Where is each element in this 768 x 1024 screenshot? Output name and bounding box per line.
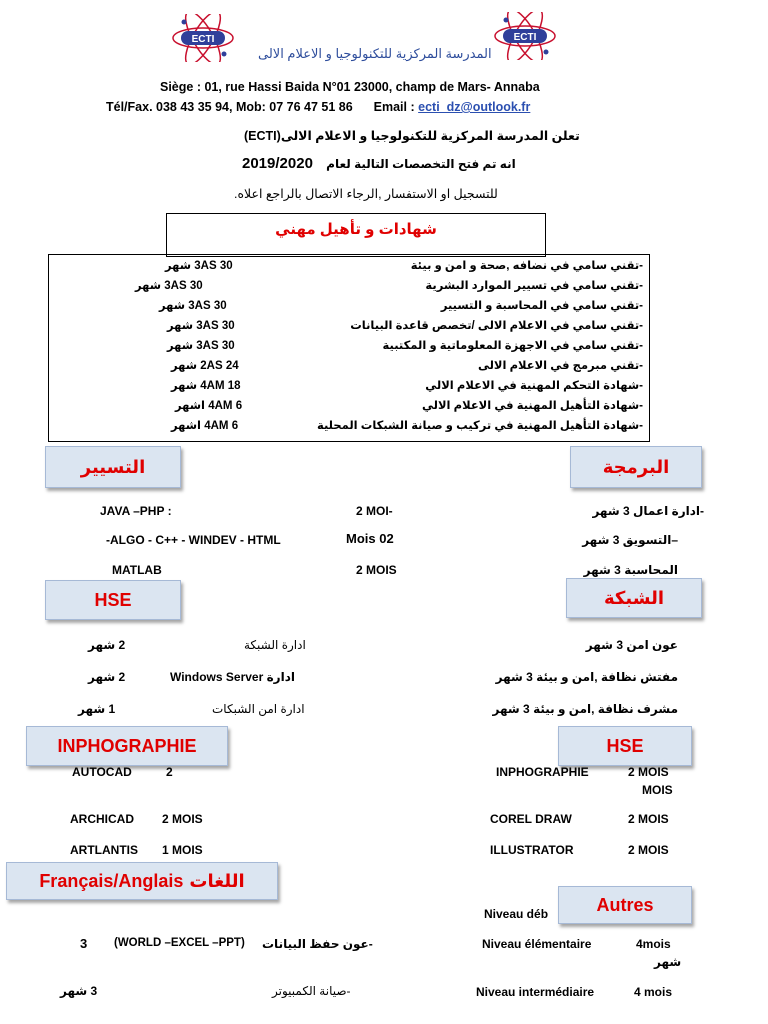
section-programming: البرمجة (570, 446, 702, 488)
network-course-2: ادارة Windows Server (170, 670, 295, 684)
cert-name: -شهادة التأهيل المهنية في الاعلام الالي (422, 400, 643, 412)
opening-text: انه تم فتح التخصصات التالية لعام (326, 157, 516, 171)
network-course-3: ادارة امن الشبكات (212, 702, 305, 716)
prog-duration-1: 2 MOI- (356, 504, 393, 518)
network-dur-1: 2 شهر (88, 638, 126, 652)
cert-row (49, 338, 649, 358)
contact-line (106, 100, 530, 114)
certificates-title: شهادات و تأهيل مهني (275, 221, 437, 238)
info-course-6: ILLUSTRATOR (490, 843, 574, 857)
cert-duration: 30 3AS شهر (159, 300, 227, 312)
mgmt-course-2: –التسويق 3 شهر (582, 533, 678, 547)
logo-text: ECTI (191, 34, 215, 45)
section-hse-right: HSE (558, 726, 692, 766)
cert-row (49, 258, 649, 278)
cert-name: -تقني سامي في تسيير الموارد البشرية (425, 280, 643, 292)
cert-name: -شهادة التحكم المهنية في الاعلام الالي (425, 380, 643, 392)
info-dur-4: 2 MOIS (628, 765, 669, 779)
info-course-1: AUTOCAD (72, 765, 132, 779)
announcement: تعلن المدرسة المركزية للتكنولوجيا و الاعلام الالى(ECTI) (244, 129, 580, 143)
level-beginner: Niveau déb (484, 907, 549, 921)
cert-row (49, 418, 649, 438)
certificates-table (48, 254, 650, 442)
cert-duration: 30 3AS شهر (167, 340, 235, 352)
cert-duration: 3AS 30 شهر (135, 280, 203, 292)
info-course-3: ARTLANTIS (70, 843, 138, 857)
level-intermediate: Niveau intermédiaire (476, 985, 595, 999)
phone: Tél/Fax. 038 43 35 94, Mob: 07 76 47 51 86 (106, 100, 353, 114)
hse-course-2: مفتش نظافة ,امن و بيئة 3 شهر (495, 670, 678, 684)
ecti-logo-right (492, 12, 558, 60)
level-elementary: Niveau élémentaire (482, 937, 592, 951)
cert-name: -تقني سامي في الاعلام الالى /تخصص قاعدة البيانات (350, 320, 643, 332)
level-elementary-dur: 4mois (636, 937, 671, 951)
certificates-title-box (166, 213, 546, 257)
cert-row (49, 318, 649, 338)
cert-row (49, 378, 649, 398)
cert-duration: 18 4AM شهر (171, 380, 241, 392)
ecti-logo-left (170, 14, 236, 62)
section-infographie: INPHOGRAPHIE (26, 726, 228, 766)
network-dur-2: 2 شهر (88, 670, 126, 684)
cert-duration: 24 2AS شهر (171, 360, 239, 372)
mgmt-course-1: -ادارة اعمال 3 شهر (592, 504, 704, 518)
logo-text: ECTI (513, 32, 537, 43)
cert-duration: 30 3AS شهر (167, 320, 235, 332)
hse-course-1: عون امن 3 شهر (585, 638, 678, 652)
cert-row (49, 298, 649, 318)
data-agent-dur: 3 (80, 936, 88, 951)
hse-course-3: مشرف نظافة ,امن و بيئة 3 شهر (492, 702, 678, 716)
info-dur-5: 2 MOIS (628, 812, 669, 826)
cert-name: -شهادة التأهيل المهنية في تركيب و صيانة الشبكات المحلية (316, 420, 643, 432)
prog-duration-3: 2 MOIS (356, 563, 397, 577)
info-dur-4-second: MOIS (642, 783, 673, 797)
address: Siège : 01, rue Hassi Baida N°01 23000, champ de Mars- Annaba (160, 80, 540, 94)
level-intermediate-dur: 4 mois (634, 985, 673, 999)
prog-languages-3: MATLAB (112, 563, 162, 577)
maintenance-course: -صيانة الكمبيوتر (272, 984, 351, 998)
section-hse-left: HSE (45, 580, 181, 620)
cert-name: -تقني سامي في نضافه ,صحة و امن و بيئة (410, 260, 643, 272)
info-course-5: COREL DRAW (490, 812, 572, 826)
section-management: التسيير (45, 446, 181, 488)
network-dur-3: 1 شهر (78, 702, 116, 716)
languages-ar: اللغات (189, 870, 245, 891)
cert-duration: 6 4AM اشهر (171, 420, 239, 432)
contact-instruction: للتسجيل او الاستفسار ,الرجاء الاتصال بالراجع اعلاه. (234, 187, 498, 201)
cert-name: -تقني مبرمج في الاعلام الالى (477, 360, 643, 372)
maintenance-dur: 3 شهر (60, 984, 98, 998)
languages-fr: Français/Anglais (39, 870, 184, 891)
school-name-ar: المدرسة المركزية للتكنولوجيا و الاعلام الالى (258, 46, 492, 61)
cert-name: -تقني سامي في الاجهزة المعلوماتية و المكتبية (382, 340, 643, 352)
cert-row (49, 358, 649, 378)
cert-name: -تقني سامي في المحاسبة و التسيير (440, 300, 643, 312)
info-dur-1: 2 (166, 765, 173, 779)
section-others: Autres (558, 886, 692, 924)
year: 2019/2020 (242, 155, 313, 172)
prog-duration-2: Mois 02 (346, 531, 394, 546)
mgmt-course-3: المحاسبة 3 شهر (583, 563, 678, 577)
data-agent-apps: (WORLD –EXCEL –PPT) (114, 937, 245, 949)
cert-duration: 6 4AM اشهر (175, 400, 243, 412)
section-network: الشبكة (566, 578, 702, 618)
cert-row (49, 278, 649, 298)
email-link[interactable]: ecti_dz@outlook.fr (418, 100, 531, 114)
info-dur-3: 1 MOIS (162, 843, 203, 857)
info-course-2: ARCHICAD (70, 812, 134, 826)
info-course-4: INPHOGRAPHIE (496, 765, 589, 779)
prog-languages-2: -ALGO - C++ - WINDEV - HTML (106, 533, 281, 547)
email-label: Email : (373, 100, 415, 114)
info-dur-2: 2 MOIS (162, 812, 203, 826)
opening-line (242, 155, 516, 172)
prog-languages-1: JAVA –PHP : (100, 504, 172, 518)
info-dur-6: 2 MOIS (628, 843, 669, 857)
cert-row (49, 398, 649, 418)
data-agent-course: -عون حفظ البيانات (262, 937, 373, 951)
cert-duration: 30 3AS شهر (165, 260, 233, 272)
network-course-1: ادارة الشبكة (244, 638, 306, 652)
section-languages (6, 862, 278, 900)
level-elementary-dur-ar: شهر (654, 955, 682, 969)
